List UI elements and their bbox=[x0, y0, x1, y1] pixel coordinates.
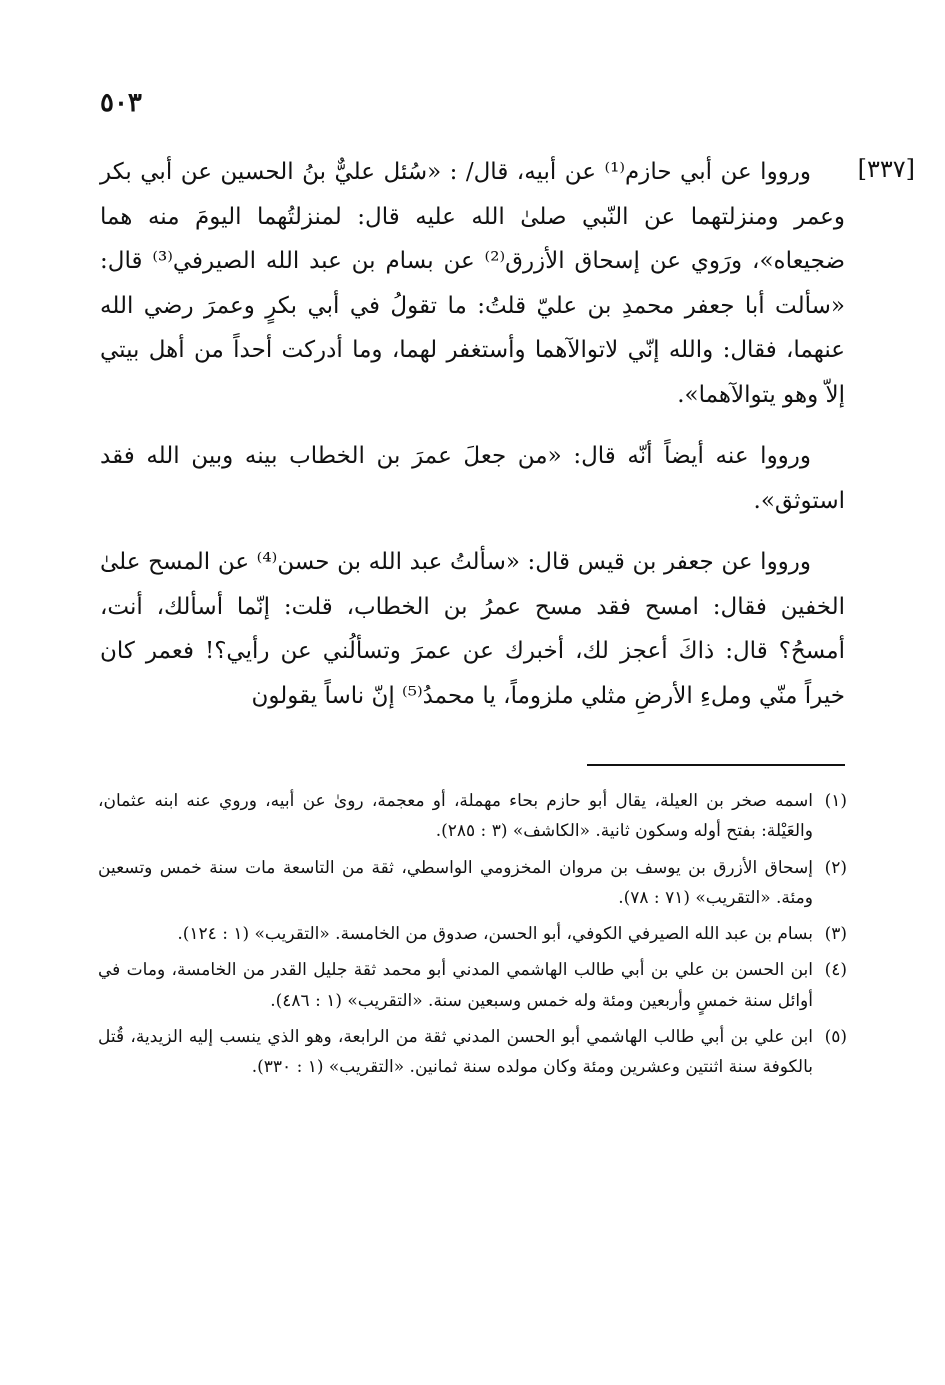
footnotes bbox=[98, 786, 847, 1089]
footnote bbox=[98, 786, 847, 847]
footnote-number: (١) bbox=[824, 791, 847, 811]
footnote-text: اسمه صخر بن العيلة، يقال أبو حازم بحاء مهملة، أو معجمة، روىٰ عن أبيه، وروي عنه ابنه عثمان، والعَيْلة: بفتح أوله وسكون ثانية. «الكاشف» (٣ : ٢٨٥). bbox=[98, 791, 813, 842]
footnote bbox=[98, 853, 847, 914]
footnote bbox=[98, 919, 847, 949]
footnote-text: إسحاق الأزرق بن يوسف بن مروان المخزومي الواسطي، ثقة من التاسعة مات سنة خمس وتسعين ومئة. «التقريب» (٧١ : ٧٨). bbox=[98, 857, 813, 908]
paragraph: ورووا عن جعفر بن قيس قال: «سألتُ عبد الله بن حسن⁽⁴⁾ عن المسح علىٰ الخفين فقال: امسح فقد مسح عمرُ بن الخطاب، قلت: إنّما أسألك، أنت، أمسحُ؟ قال: ذاكَ أعجز لك، أخبرك عن عمرَ وتسألُني عن رأيي؟! فعمر كان خيراً منّي وملءِ الأرضِ مثلي ملزوماً، يا محمدُ⁽⁵⁾ إنّ ناساً يقولون bbox=[100, 549, 845, 709]
paragraph: ورووا عنه أيضاً أنّه قال: «من جعلَ عمرَ بن الخطاب بينه وبين الله فقد استوثق». bbox=[100, 443, 845, 514]
footnote-text: بسام بن عبد الله الصيرفي الكوفي، أبو الحسن، صدوق من الخامسة. «التقريب» (١ : ١٢٤). bbox=[177, 924, 813, 945]
footnote-number: (٤) bbox=[824, 960, 847, 981]
paragraph: ورووا عن أبي حازم⁽¹⁾ عن أبيه، قال/ : «سُئل عليٌّ بنُ الحسين عن أبي بكر وعمر ومنزلتهما عن النّبي صلىٰ الله عليه قال: لمنزلتُهما اليومَ منه هما ضجيعاه»، ورَوي عن إسحاق الأزرق⁽²⁾ عن بسام بن عبد الله الصيرفي⁽³⁾ قال: «سألت أبا جعفر محمدِ بن عليّ قلتُ: ما تقولُ في أبي بكرٍ وعمرَ رضي الله عنهما، فقال: والله إنّي لاتوالآهما وأستغفر لهما، وما أدركت أحداً من أهل بيتي إلاّ وهو يتوالآهما». bbox=[100, 159, 845, 408]
footnote bbox=[98, 1022, 847, 1083]
footnote-number: (٣) bbox=[824, 924, 847, 945]
footnote-text: ابن الحسن بن علي بن أبي طالب الهاشمي المدني أبو محمد ثقة جليل القدر من الخامسة، ومات في أوائل سنة خمسٍ وأربعين ومئة وله خمس وسبعين سنة. «التقريب» (١ : ٤٨٦). bbox=[98, 960, 813, 1011]
footnote-divider bbox=[587, 764, 845, 766]
footnote-number: (٥) bbox=[824, 1027, 847, 1048]
main-text bbox=[100, 150, 845, 735]
footnote-text: ابن علي بن أبي طالب الهاشمي أبو الحسن المدني ثقة من الرابعة، وهو الذي ينسب إليه الزيدية، قُتل بالكوفة سنة اثنتين وعشرين ومئة وكان مولده سنة ثمانين. «التقريب» (١ : ٣٣٠). bbox=[98, 1027, 813, 1078]
footnote bbox=[98, 955, 847, 1016]
footnote-number: (٢) bbox=[824, 857, 847, 878]
section-marker: [٣٣٧] bbox=[857, 155, 915, 183]
page-number: ٥٠٣ bbox=[100, 88, 142, 118]
